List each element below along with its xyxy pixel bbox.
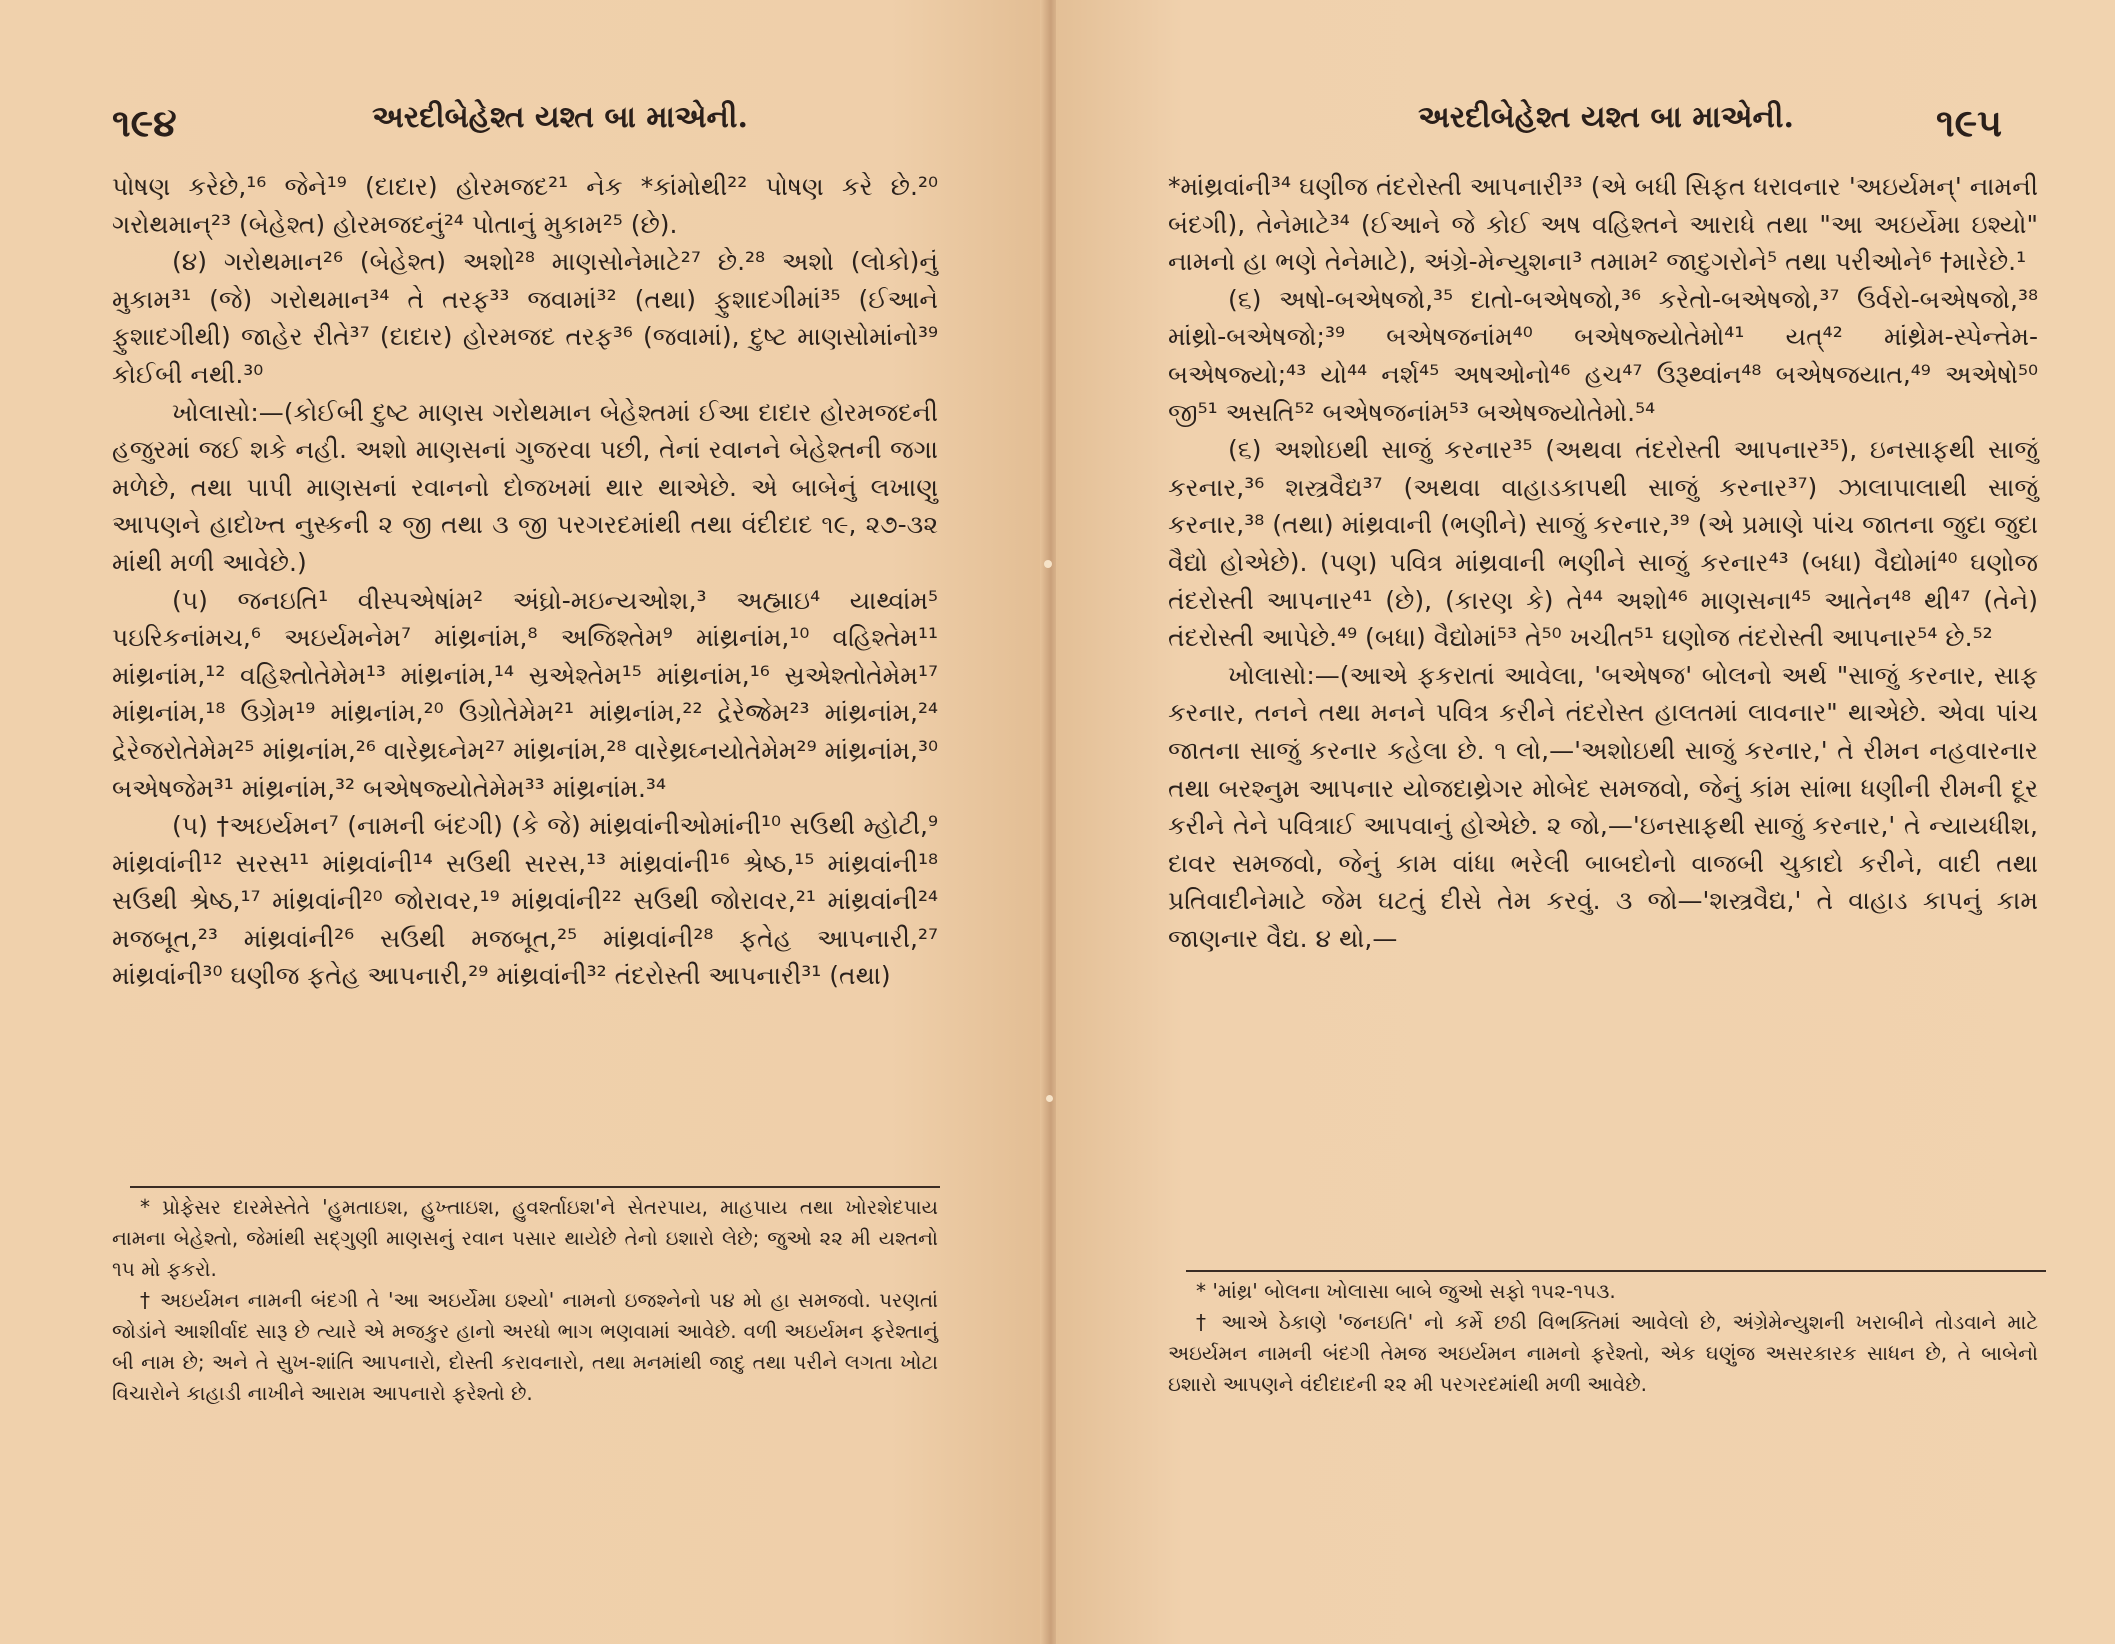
right-running-head: અરદીબેહેશ્ત યશ્ત બા માએની. [1418, 100, 1794, 135]
right-footnotes [1168, 1276, 2038, 1400]
left-page [0, 0, 1048, 1644]
right-paragraph: (૬) અષો-બએષજો,³⁵ દાતો-બએષજો,³⁶ કરેતો-બએષજો,³⁷ ઉર્વરો-બએષજો,³⁸ માંથ્રો-બએષજો;³⁹ બએષજનાંમ⁴⁰ બએષજ્યોતેમો⁴¹ યત્⁴² માંથ્રેમ-સ્પેન્તેમ-બએષજ્યો;⁴³ યો⁴⁴ નર્શ⁴⁵ અષઓનો⁴⁶ હચ⁴⁷ ઉરૂથ્વાંન⁴⁸ બએષજયાત,⁴⁹ અએષો⁵⁰ જી⁵¹ અસતિ⁵² બએષજનાંમ⁵³ બએષજ્યોતેમો.⁵⁴ [1168, 284, 2038, 427]
paper-speck [1044, 560, 1052, 568]
left-footnote: † અઇર્યમન નામની બંદગી તે 'આ અઇર્યેમા ઇશ્યો' નામનો ઇજશ્નેનો ૫૪ મો હા સમજવો. પરણતાં જોડાંને આશીર્વાદ સારૂ છે ત્યારે એ મજકુર હાનો અરધો ભાગ ભણવામાં આવેછે. વળી અઇર્યમન ફરેશ્તાનું બી નામ છે; અને તે સુખ-શાંતિ આપનારો, દોસ્તી કરાવનારો, તથા મનમાંથી જાદુ તથા પરીને લગતા ખોટા વિચારોને કાહાડી નાખીને આરામ આપનારો ફરેશ્તો છે. [112, 1288, 938, 1405]
right-page-number: ૧૯૫ [1936, 100, 2003, 145]
left-paragraph: ખોલાસો:—(કોઈબી દુષ્ટ માણસ ગરોથમાન બેહેશ્તમાં ઈઆ દાદાર હોરમજદની હજુરમાં જઈ શકે નહી. અશો માણસનાં ગુજરવા પછી, તેનાં રવાનને બેહેશ્તની જગા મળેછે, તથા પાપી માણસનાં રવાનનો દોજખમાં થાર થાએછે. એ બાબેનું લખાણુ આપણને હાદોખ્ત નુસ્કની ૨ જી તથા ૩ જી પરગરદમાંથી તથા વંદીદાદ ૧૯, ૨૭-૩૨ માંથી મળી આવેછે.) [112, 397, 938, 577]
right-main-text [1168, 168, 2038, 957]
right-paragraph: ખોલાસો:—(આએ ફકરાતાં આવેલા, 'બએષજ' બોલનો અર્થ "સાજું કરનાર, સાફ કરનાર, તનને તથા મનને પવિત્ર કરીને તંદરોસ્ત હાલતમાં લાવનાર" થાએછે. એવા પાંચ જાતના સાજું કરનાર કહેલા છે. ૧ લો,—'અશોઇથી સાજું કરનાર,' તે રીમન નહવારનાર તથા બરશ્નુમ આપનાર યોજદાથ્રેગર મોબેદ સમજવો, જેનું કાંમ સાંભા ધણીની રીમની દૂર કરીને તેને પવિત્રાઈ આપવાનું હોએછે. ૨ જો,—'ઇનસાફથી સાજું કરનાર,' તે ન્યાયધીશ, દાવર સમજવો, જેનું કામ વાંધા ભરેલી બાબદોનો વાજબી ચુકાદો કરીને, વાદી તથા પ્રતિવાદીનેમાટે જેમ ઘટતું દીસે તેમ કરવું. ૩ જો—'શસ્ત્રવૈદ્ય,' તે વાહાડ કાપનું કામ જાણનાર વૈદ્ય. ૪ થો,— [1168, 660, 2038, 953]
right-footnote-rule [1186, 1270, 2046, 1272]
left-footnotes [112, 1192, 938, 1409]
left-main-text [112, 168, 938, 995]
right-page [1056, 0, 2115, 1644]
right-paragraph: *માંથ્રવાંની³⁴ ઘણીજ તંદરોસ્તી આપનારી³³ (એ બધી સિફત ધરાવનાર 'અઇર્યમન્' નામની બંદગી), તેનેમાટે³⁴ (ઈઆને જે કોઈ અષ વહિશ્તને આરાધે તથા "આ અઇર્યેમા ઇશ્યો" નામનો હા ભણે તેનેમાટે), અંગ્રે-મેન્યુશના³ તમામ² જાદુગરોને⁵ તથા પરીઓને⁶ †મારેછે.¹ [1168, 172, 2038, 277]
right-footnote: † આએ ઠેકાણે 'જનઇતિ' નો કર્મે છઠી વિભક્તિમાં આવેલો છે, અંગ્રેમેન્યુશની ખરાબીને તોડવાને માટે અઇર્યમન નામની બંદગી તેમજ અઇર્યમન નામનો ફરેશ્તો, એક ઘણુંજ અસરકારક સાધન છે, તે બાબેનો ઇશારો આપણને વંદીદાદની ૨૨ મી પરગરદમાંથી મળી આવેછે. [1168, 1310, 2038, 1396]
left-footnote-rule [130, 1186, 940, 1188]
left-paragraph: પોષણ કરેછે,¹⁶ જેને¹⁹ (દાદાર) હોરમજદ²¹ નેક *કાંમોથી²² પોષણ કરે છે.²⁰ ગરોથમાન્²³ (બેહેશ્ત) હોરમજદનું²⁴ પોતાનું મુકામ²⁵ (છે). [112, 172, 938, 239]
left-page-number: ૧૯૪ [112, 100, 177, 145]
left-paragraph: (૫) જનઇતિ¹ વીસ્પએષાંમ² અંઘ્રો-મઇન્યઓશ,³ અહ્માઇ⁴ યાથ્વાંમ⁵ પઇરિકનાંમચ,⁶ અઇર્યમનેમ⁷ માંથ્રનાંમ,⁸ અજિશ્તેમ⁹ માંથ્રનાંમ,¹⁰ વહિશ્તેમ¹¹ માંથ્રનાંમ,¹² વહિશ્તોતેમેમ¹³ માંથ્રનાંમ,¹⁴ સ્રએશ્તેમ¹⁵ માંથ્રનાંમ,¹⁶ સ્રએશ્તોતેમેમ¹⁷ માંથ્રનાંમ,¹⁸ ઉગ્રેમ¹⁹ માંથ્રનાંમ,²⁰ ઉગ્રોતેમેમ²¹ માંથ્રનાંમ,²² દ્રેરેજ્રેમ²³ માંથ્રનાંમ,²⁴ દ્રેરેજરોતેમેમ²⁵ માંથ્રનાંમ,²⁶ વારેથ્રઘ્નેમ²⁷ માંથ્રનાંમ,²⁸ વારેથ્રઘ્નયોતેમેમ²⁹ માંથ્રનાંમ,³⁰ બએષજેમ³¹ માંથ્રનાંમ,³² બએષજ્યોતેમેમ³³ માંથ્રનાંમ.³⁴ [112, 585, 938, 803]
right-paragraph: (૬) અશોઇથી સાજું કરનાર³⁵ (અથવા તંદરોસ્તી આપનાર³⁵), ઇનસાફથી સાજું કરનાર,³⁶ શસ્ત્રવૈદ્ય³⁷ (અથવા વાહાડકાપથી સાજું કરનાર³⁷) ઝાલાપાલાથી સાજું કરનાર,³⁸ (તથા) માંથ્રવાની (ભણીને) સાજું કરનાર,³⁹ (એ પ્રમાણે પાંચ જાતના જુદા જુદા વૈદ્યો હોએછે). (પણ) પવિત્ર માંથ્રવાની ભણીને સાજું કરનાર⁴³ (બધા) વૈદ્યોમાં⁴⁰ ઘણોજ તંદરોસ્તી આપનાર⁴¹ (છે), (કારણ કે) તે⁴⁴ અશો⁴⁶ માણસના⁴⁵ આતેન⁴⁸ થી⁴⁷ (તેને) તંદરોસ્તી આપેછે.⁴⁹ (બધા) વૈદ્યોમાં⁵³ તે⁵⁰ ખચીત⁵¹ ઘણોજ તંદરોસ્તી આપનાર⁵⁴ છે.⁵² [1168, 435, 2038, 653]
paper-speck [1046, 1095, 1053, 1102]
right-footnote: * 'માંથ્ર' બોલના ખોલાસા બાબે જુઓ સફો ૧૫૨-૧૫૩. [1196, 1279, 1616, 1303]
left-paragraph: (૫) †અઇર્યમન⁷ (નામની બંદગી) (કે જે) માંથ્રવાંનીઓમાંની¹⁰ સઉથી મ્હોટી,⁹ માંથ્રવાંની¹² સરસ¹¹ માંથ્રવાંની¹⁴ સઉથી સરસ,¹³ માંથ્રવાંની¹⁶ શ્રેષ્ઠ,¹⁵ માંથ્રવાંની¹⁸ સઉથી શ્રેષ્ઠ,¹⁷ માંથ્રવાંની²⁰ જોરાવર,¹⁹ માંથ્રવાંની²² સઉથી જોરાવર,²¹ માંથ્રવાંની²⁴ મજબૂત,²³ માંથ્રવાંની²⁶ સઉથી મજબૂત,²⁵ માંથ્રવાંની²⁸ ફતેહ આપનારી,²⁷ માંથ્રવાંની³⁰ ઘણીજ ફતેહ આપનારી,²⁹ માંથ્રવાંની³² તંદરોસ્તી આપનારી³¹ (તથા) [112, 811, 938, 991]
left-paragraph: (૪) ગરોથમાન²⁶ (બેહેશ્ત) અશો²⁸ માણસોનેમાટે²⁷ છે.²⁸ અશો (લોકો)નું મુકામ³¹ (જે) ગરોથમાન³⁴ તે તરફ³³ જવામાં³² (તથા) ફુશાદગીમાં³⁵ (ઈઆને ફુશાદગીથી) જાહેર રીતે³⁷ (દાદાર) હોરમજદ તરફ³⁶ (જવામાં), દુષ્ટ માણસોમાંનો³⁹ કોઈબી નથી.³⁰ [112, 247, 938, 389]
left-footnote: * પ્રોફેસર દારમેસ્તેતે 'હુમતાઇશ, હુખ્તાઇશ, હુવર્શ્તાઇશ'ને સેતરપાય, માહપાય તથા ખોરશેદપાય નામના બેહેશ્તો, જેમાંથી સદ્ગુણી માણસનું રવાન પસાર થાયેછે તેનો ઇશારો લેછે; જુઓ ૨૨ મી યશ્તનો ૧૫ મો ફકરો. [112, 1195, 938, 1281]
left-running-head: અરદીબેહેશ્ત યશ્ત બા માએની. [372, 100, 748, 135]
